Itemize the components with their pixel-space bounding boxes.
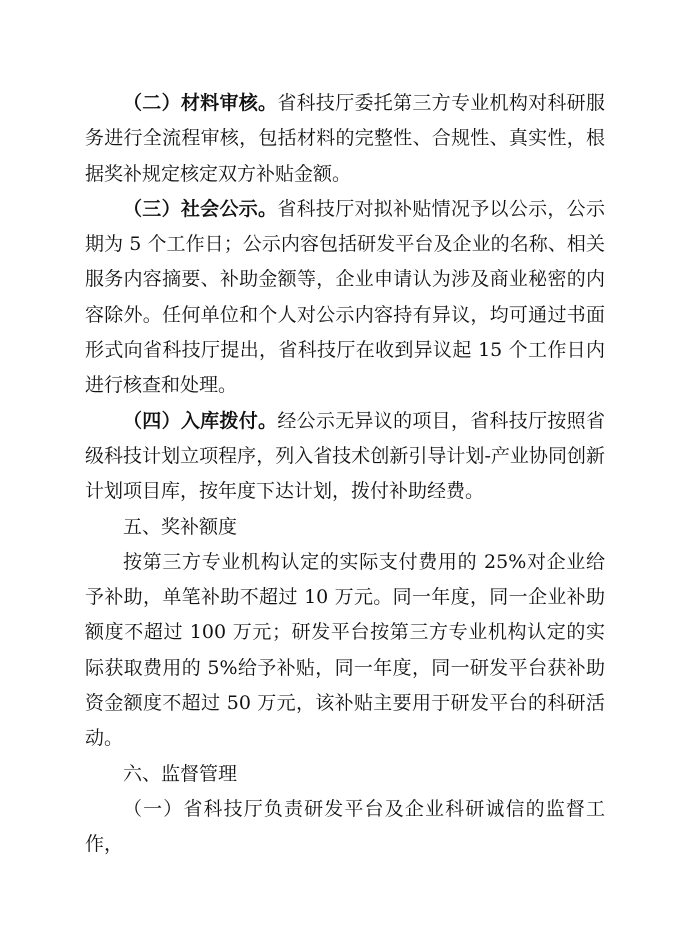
paragraph-public-notice bbox=[85, 192, 605, 404]
paragraph-material-review bbox=[85, 86, 605, 192]
paragraph-lead: （四）入库拨付。 bbox=[123, 409, 278, 432]
section-heading-subsidy-amount: 五、奖补额度 bbox=[123, 515, 238, 538]
paragraph-lead: （三）社会公示。 bbox=[123, 197, 278, 220]
paragraph-subsidy-amount: 按第三方专业机构认定的实际支付费用的 25%对企业给予补助，单笔补助不超过 10 万元。同一年度，同一企业补助额度不超过 100 万元；研发平台按第三方专业机构认定的实际获取费用的 5%给予补贴，同一年度，同一研发平台获补助资金额度不超过 50 万元，该补贴主要用于研发平台的科研活动。 bbox=[85, 550, 605, 750]
document-body bbox=[85, 86, 605, 863]
paragraph-lead: （二）材料审核。 bbox=[123, 92, 278, 114]
paragraph-text: 经公示无异议的项目，省科技厅按照省级科技计划立项程序，列入省技术创新引导计划-产业协同创新计划项目库，按年度下达计划，拨付补助经费。 bbox=[85, 409, 605, 503]
paragraph-payment bbox=[85, 404, 605, 510]
paragraph-text: 省科技厅委托第三方专业机构对科研服务进行全流程审核，包括材料的完整性、合规性、真实性，根据奖补规定核定双方补贴金额。 bbox=[85, 92, 605, 185]
paragraph-text: 省科技厅对拟补贴情况予以公示，公示期为 5 个工作日；公示内容包括研发平台及企业的名称、相关服务内容摘要、补助金额等，企业申请认为涉及商业秘密的内容除外。任何单位和个人对公示内容持有异议，均可通过书面形式向省科技厅提出，省科技厅在收到异议起 15 个工作日内进行核查和处理。 bbox=[85, 197, 605, 397]
paragraph-supervision: （一）省科技厅负责研发平台及企业科研诚信的监督工作， bbox=[85, 797, 605, 856]
section-heading-supervision: 六、监督管理 bbox=[123, 762, 238, 785]
